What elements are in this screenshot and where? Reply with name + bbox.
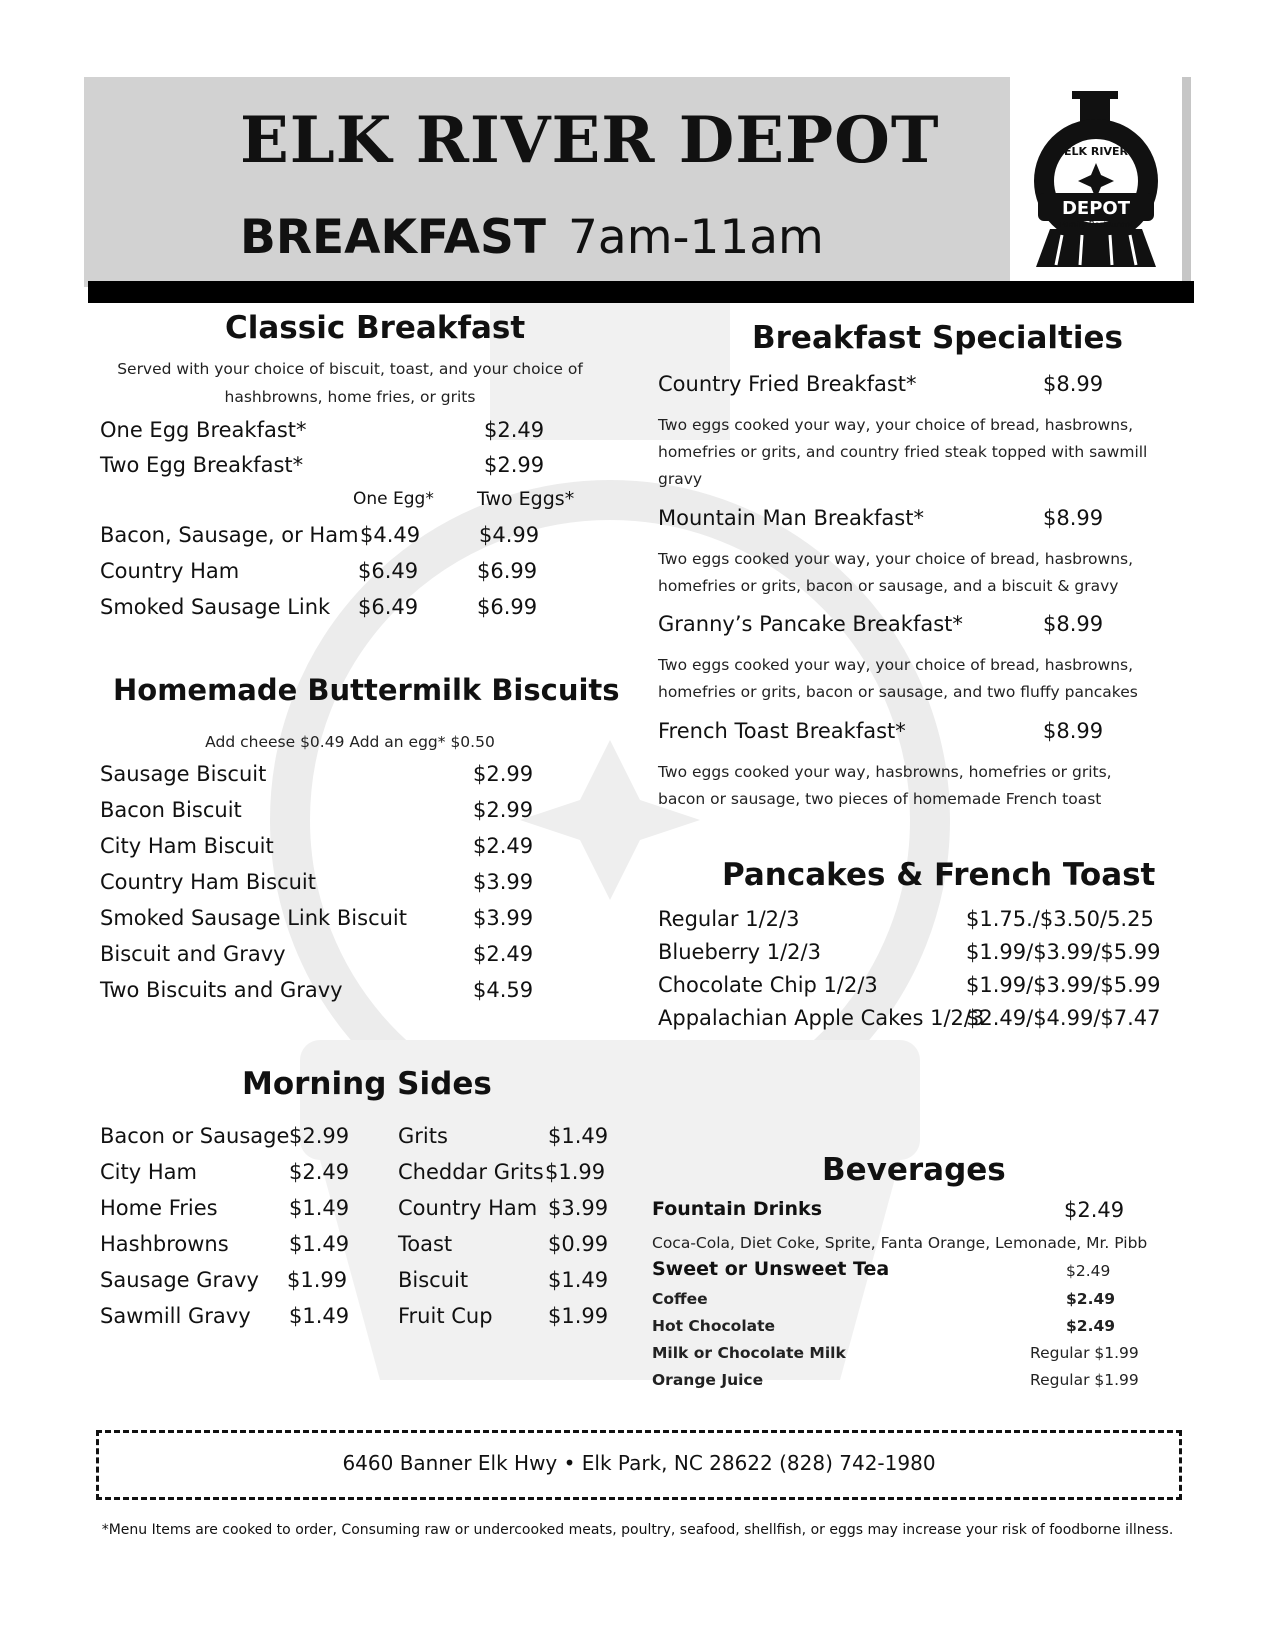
beverage-cocoa: Hot Chocolate bbox=[652, 1317, 776, 1335]
side-item: Home Fries bbox=[100, 1196, 218, 1220]
classic-row-one: $6.49 bbox=[358, 559, 419, 583]
side-price: $1.99 bbox=[545, 1160, 606, 1184]
side-price: $0.99 bbox=[548, 1232, 609, 1256]
biscuits-note: Add cheese $0.49 Add an egg* $0.50 bbox=[205, 733, 495, 751]
train-logo bbox=[1010, 77, 1182, 286]
side-price: $1.49 bbox=[548, 1124, 609, 1148]
specialty-name: Mountain Man Breakfast* bbox=[658, 506, 924, 530]
biscuit-item: City Ham Biscuit bbox=[100, 834, 274, 858]
beverage-oj-price: Regular $1.99 bbox=[1030, 1371, 1139, 1389]
side-item: City Ham bbox=[100, 1160, 197, 1184]
side-price: $1.99 bbox=[548, 1304, 609, 1328]
biscuit-item: Sausage Biscuit bbox=[100, 762, 267, 786]
biscuit-price: $2.99 bbox=[473, 798, 534, 822]
disclaimer: *Menu Items are cooked to order, Consuming raw or undercooked meats, poultry, seafood, shellfish, or eggs may increase your risk of foodborne illness. bbox=[101, 1522, 1174, 1538]
biscuits-title: Homemade Buttermilk Biscuits bbox=[113, 673, 620, 707]
beverage-milk-price: Regular $1.99 bbox=[1030, 1344, 1139, 1362]
side-item: Biscuit bbox=[398, 1268, 469, 1292]
classic-row-one: $4.49 bbox=[360, 523, 421, 547]
pancake-price: $2.49/$4.99/$7.47 bbox=[966, 1006, 1161, 1030]
pancake-item: Blueberry 1/2/3 bbox=[658, 940, 821, 964]
beverages-title: Beverages bbox=[822, 1152, 1006, 1188]
specialty-price: $8.99 bbox=[1043, 506, 1104, 530]
pancake-item: Regular 1/2/3 bbox=[658, 907, 800, 931]
two-egg-breakfast-price: $2.99 bbox=[484, 453, 545, 477]
classic-row-one: $6.49 bbox=[358, 595, 419, 619]
logo-top-text: ELK RIVER bbox=[1064, 145, 1128, 158]
classic-row-name: Smoked Sausage Link bbox=[100, 595, 331, 619]
pancake-price: $1.99/$3.99/$5.99 bbox=[966, 973, 1161, 997]
pancake-price: $1.75./$3.50/5.25 bbox=[966, 907, 1154, 931]
specialty-desc: Two eggs cooked your way, your choice of bread, hasbrowns, homefries or grits, bacon or sausage, and two fluffy pancakes bbox=[658, 656, 1138, 701]
restaurant-title: ELK RIVER DEPOT bbox=[240, 103, 940, 178]
beverage-milk: Milk or Chocolate Milk bbox=[652, 1344, 846, 1362]
side-price: $2.99 bbox=[289, 1124, 350, 1148]
beverage-oj: Orange Juice bbox=[652, 1371, 764, 1389]
side-price: $1.49 bbox=[548, 1268, 609, 1292]
side-item: Hashbrowns bbox=[100, 1232, 229, 1256]
col-two-eggs: Two Eggs* bbox=[477, 488, 575, 510]
classic-row-two: $6.99 bbox=[477, 595, 538, 619]
address: 6460 Banner Elk Hwy • Elk Park, NC 28622 (828) 742-1980 bbox=[342, 1451, 936, 1475]
biscuit-item: Bacon Biscuit bbox=[100, 798, 242, 822]
specialty-desc: Two eggs cooked your way, your choice of bread, hasbrowns, homefries or grits, and country fried steak topped with sawmill gravy bbox=[658, 416, 1148, 488]
side-item: Bacon or Sausage bbox=[100, 1124, 290, 1148]
specialty-desc: Two eggs cooked your way, hasbrowns, homefries or grits, bacon or sausage, two pieces of homemade French toast bbox=[658, 763, 1112, 808]
logo-panel bbox=[1010, 77, 1182, 286]
side-item: Country Ham bbox=[398, 1196, 538, 1220]
fountain-list: Coca-Cola, Diet Coke, Sprite, Fanta Orange, Lemonade, Mr. Pibb bbox=[652, 1234, 1148, 1252]
biscuit-price: $2.99 bbox=[473, 762, 534, 786]
biscuit-item: Biscuit and Gravy bbox=[100, 942, 286, 966]
side-item: Sausage Gravy bbox=[100, 1268, 259, 1292]
side-price: $1.99 bbox=[287, 1268, 348, 1292]
pancake-item: Chocolate Chip 1/2/3 bbox=[658, 973, 878, 997]
beverage-fountain-price: $2.49 bbox=[1064, 1198, 1125, 1222]
beverage-tea-price: $2.49 bbox=[1066, 1262, 1111, 1280]
header-rule bbox=[88, 281, 1194, 303]
beverage-coffee-price: $2.49 bbox=[1066, 1290, 1116, 1308]
classic-row-name: Bacon, Sausage, or Ham bbox=[100, 523, 359, 547]
beverage-tea: Sweet or Unsweet Tea bbox=[652, 1258, 890, 1280]
specialties-title: Breakfast Specialties bbox=[752, 320, 1123, 356]
side-price: $2.49 bbox=[289, 1160, 350, 1184]
biscuit-price: $3.99 bbox=[473, 906, 534, 930]
pancake-item: Appalachian Apple Cakes 1/2/3 bbox=[658, 1006, 985, 1030]
classic-note-2: hashbrowns, home fries, or grits bbox=[224, 388, 476, 406]
meal-label: BREAKFAST bbox=[240, 210, 546, 265]
sides-title: Morning Sides bbox=[242, 1066, 492, 1102]
specialty-name: Granny’s Pancake Breakfast* bbox=[658, 612, 963, 636]
side-price: $1.49 bbox=[289, 1232, 350, 1256]
col-one-egg: One Egg* bbox=[353, 489, 434, 509]
specialty-price: $8.99 bbox=[1043, 372, 1104, 396]
biscuit-price: $2.49 bbox=[473, 942, 534, 966]
logo-main-text: DEPOT bbox=[1061, 198, 1131, 219]
biscuit-item: Two Biscuits and Gravy bbox=[100, 978, 343, 1002]
classic-row-two: $4.99 bbox=[479, 523, 540, 547]
specialty-price: $8.99 bbox=[1043, 612, 1104, 636]
biscuit-item: Smoked Sausage Link Biscuit bbox=[100, 906, 408, 930]
biscuit-price: $4.59 bbox=[473, 978, 534, 1002]
specialty-price: $8.99 bbox=[1043, 719, 1104, 743]
beverage-fountain: Fountain Drinks bbox=[652, 1198, 822, 1220]
one-egg-breakfast-price: $2.49 bbox=[484, 418, 545, 442]
beverage-cocoa-price: $2.49 bbox=[1066, 1317, 1116, 1335]
biscuit-price: $2.49 bbox=[473, 834, 534, 858]
side-item: Toast bbox=[398, 1232, 453, 1256]
classic-title: Classic Breakfast bbox=[225, 310, 526, 346]
meal-hours: 7am-11am bbox=[568, 210, 824, 265]
classic-row-two: $6.99 bbox=[477, 559, 538, 583]
side-item: Cheddar Grits bbox=[398, 1160, 544, 1184]
specialty-name: French Toast Breakfast* bbox=[658, 719, 906, 743]
pancakes-title: Pancakes & French Toast bbox=[722, 857, 1156, 893]
side-price: $1.49 bbox=[289, 1196, 350, 1220]
specialty-name: Country Fried Breakfast* bbox=[658, 372, 917, 396]
classic-row-name: Country Ham bbox=[100, 559, 240, 583]
side-price: $1.49 bbox=[289, 1304, 350, 1328]
side-item: Sawmill Gravy bbox=[100, 1304, 251, 1328]
logo-sub-text: Family Restaurant bbox=[1058, 220, 1134, 229]
pancake-price: $1.99/$3.99/$5.99 bbox=[966, 940, 1161, 964]
two-egg-breakfast: Two Egg Breakfast* bbox=[100, 453, 304, 477]
side-item: Fruit Cup bbox=[398, 1304, 493, 1328]
side-item: Grits bbox=[398, 1124, 448, 1148]
biscuit-item: Country Ham Biscuit bbox=[100, 870, 316, 894]
classic-note-1: Served with your choice of biscuit, toast, and your choice of bbox=[117, 360, 583, 378]
specialty-desc: Two eggs cooked your way, your choice of bread, hasbrowns, homefries or grits, bacon or sausage, and a biscuit & gravy bbox=[658, 550, 1134, 595]
one-egg-breakfast: One Egg Breakfast* bbox=[100, 418, 307, 442]
side-price: $3.99 bbox=[548, 1196, 609, 1220]
beverage-coffee: Coffee bbox=[652, 1290, 708, 1308]
biscuit-price: $3.99 bbox=[473, 870, 534, 894]
